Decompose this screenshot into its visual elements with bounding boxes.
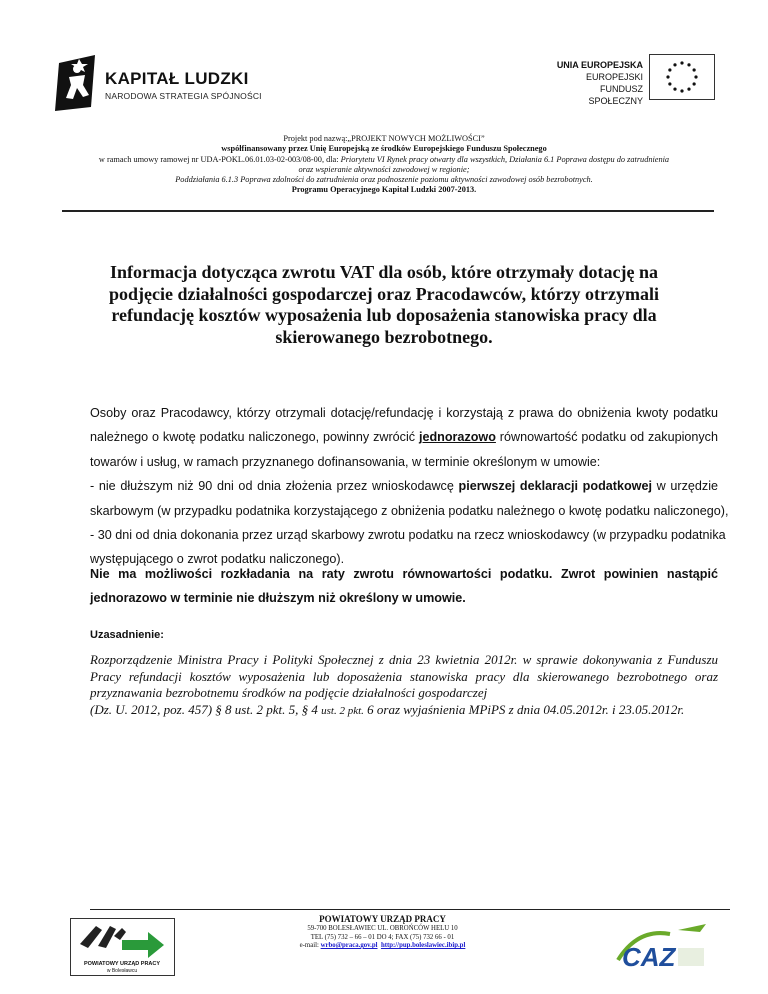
- project-priority: Priorytetu VI Rynek pracy otwarty dla wszystkich, Działania 6.1 Poprawa dostępu do zatrudnienia: [338, 154, 670, 164]
- eu-star-icon: [687, 63, 690, 66]
- justification-regulation: Rozporządzenie Ministra Pracy i Polityki Społecznej z dnia 23 kwietnia 2012r. w sprawie dokonywania z Funduszu Pracy refundacji kosztów wyposażenia lub doposażenia stanowiska pracy dla skierowanego bezrobotnego oraz przyznawania bezrobotnemu środków na podjęcie działalności gospodarczej: [90, 652, 718, 701]
- project-programme: Programu Operacyjnego Kapitał Ludzki 2007-2013.: [291, 185, 477, 195]
- document-title: Informacja dotycząca zwrotu VAT dla osób, które otrzymały dotację na podjęcie działalności gospodarczej oraz Pracodawców, którzy otrzymali refundację kosztów wyposażenia lub doposażenia stanowiska pracy dla skierowanego bezrobotnego.: [108, 262, 660, 347]
- pup-logo: [70, 918, 175, 976]
- eu-fund-line1: EUROPEJSKI: [585, 72, 643, 82]
- pup-logo-name: POWIATOWY URZĄD PRACY: [83, 961, 161, 967]
- footer-phone: TEL (75) 732 – 66 – 01 DO 4; FAX (75) 732 66 - 01: [310, 933, 455, 941]
- paragraph-line: skarbowym (w przypadku podatnika korzystającego z obniżenia podatku należnego o kwotę podatku naliczonego),: [90, 503, 729, 518]
- main-paragraph: [90, 401, 729, 572]
- eu-logo: [545, 54, 715, 112]
- eu-star-icon: [668, 68, 671, 71]
- eu-star-icon: [680, 89, 683, 92]
- pup-logo-city: w Bolesławcu: [106, 968, 138, 974]
- footer-org-name: POWIATOWY URZĄD PRACY: [319, 914, 446, 924]
- project-info: [40, 134, 728, 196]
- paragraph-text: - nie dłuższym niż 90 dni od dnia złożenia przez wnioskodawcę: [90, 479, 459, 494]
- justification-text: [90, 652, 718, 719]
- footer-street: 59-700 BOLESŁAWIEC UL. OBROŃCÓW HELU 10: [307, 925, 458, 932]
- eu-star-icon: [666, 75, 669, 78]
- footer-address: [245, 913, 520, 951]
- justification-ref-part: ust. 2 pkt.: [321, 704, 364, 717]
- notice-line: jednorazowo w terminie nie dłuższym niż określony w umowie.: [90, 591, 466, 606]
- eu-fund-line2: FUNDUSZ SPOŁECZNY: [588, 84, 643, 106]
- eu-star-icon: [693, 68, 696, 71]
- paragraph-line: Osoby oraz Pracodawcy, którzy otrzymali dotację/refundację i korzystają z prawa do obniżenia kwoty podatku: [90, 406, 718, 420]
- kapital-ludzki-mark-icon: [55, 55, 99, 111]
- kapital-ludzki-title: KAPITAŁ LUDZKI: [105, 69, 249, 88]
- project-name: Projekt pod nazwą:„PROJEKT NOWYCH MOŻLIWOŚCI”: [283, 134, 485, 143]
- eu-star-icon: [693, 82, 696, 85]
- kapital-ludzki-logo: [55, 55, 265, 115]
- eu-star-icon: [673, 63, 676, 66]
- project-cofinancing: współfinansowany przez Unię Europejską ze środków Europejskiego Funduszu Społecznego: [221, 144, 547, 154]
- footer-email-link[interactable]: wrbo@praca.gov.pl: [320, 942, 378, 949]
- eu-star-icon: [680, 61, 683, 64]
- eu-logo-text: [545, 59, 643, 107]
- eu-star-icon: [694, 75, 697, 78]
- paragraph-text: w urzędzie: [651, 479, 719, 494]
- project-agreement: [40, 155, 728, 165]
- justification-references: [90, 702, 718, 720]
- notice-line: Nie ma możliwości rozkładania na raty zwrotu równowartości podatku. Zwrot powinien nastąpić: [90, 567, 718, 581]
- paragraph-line: - 30 dni od dnia dokonania przez urząd skarbowy zwrotu podatku na rzecz wnioskodawcy (w przypadku podatnika: [90, 528, 726, 543]
- paragraph-line: towarów i usług, w ramach przyznanego dofinansowania, w terminie określonym w umowie:: [90, 454, 601, 469]
- project-agreement-number: w ramach umowy ramowej nr UDA-POKL.06.01.03-02-003/08-00, dla:: [98, 154, 339, 164]
- caz-logo-icon: [608, 920, 713, 980]
- footer-email-label: e-mail:: [299, 942, 321, 949]
- justification-label: Uzasadnienie:: [90, 629, 164, 641]
- emphasis-first-declaration: pierwszej deklaracji podatkowej: [458, 479, 652, 494]
- paragraph-line: [90, 474, 718, 498]
- caz-logo-text: CAZ: [622, 942, 676, 972]
- project-subactivity: Poddziałania 6.1.3 Poprawa zdolności do zatrudnienia oraz podnoszenie poziomu aktywności zawodowej osób bezrobotnych.: [175, 175, 593, 185]
- justification-ref-part: (Dz. U. 2012, poz. 457) § 8 ust. 2 pkt. 5, § 4: [90, 701, 322, 717]
- caz-logo: [608, 920, 713, 980]
- paragraph-line: występującego o zwrot podatku naliczonego).: [90, 552, 345, 567]
- kapital-ludzki-subtitle: NARODOWA STRATEGIA SPÓJNOŚCI: [105, 91, 262, 101]
- project-activity: oraz wspieranie aktywności zawodowej w regionie;: [298, 164, 470, 174]
- footer-divider: [90, 909, 730, 910]
- emphasis-once: jednorazowo: [418, 430, 496, 445]
- eu-star-icon: [668, 82, 671, 85]
- notice-paragraph: [90, 562, 718, 611]
- paragraph-text: równowartość podatku od zakupionych: [495, 430, 718, 445]
- eu-star-icon: [673, 88, 676, 91]
- paragraph-text: należnego o kwotę podatku naliczonego, powinny zwrócić: [90, 430, 419, 445]
- eu-flag-icon: [649, 54, 715, 100]
- pup-logo-icon: [70, 918, 175, 976]
- justification-ref-part: 6 oraz wyjaśnienia MPiPS z dnia 04.05.2012r. i 23.05.2012r.: [363, 701, 685, 717]
- header-divider: [62, 210, 714, 212]
- paragraph-line: [90, 425, 718, 449]
- footer-contact: [245, 942, 520, 951]
- footer-web-link[interactable]: http://pup.boleslawiec.ibip.pl: [380, 942, 466, 949]
- eu-name: UNIA EUROPEJSKA: [556, 60, 643, 70]
- eu-star-icon: [687, 88, 690, 91]
